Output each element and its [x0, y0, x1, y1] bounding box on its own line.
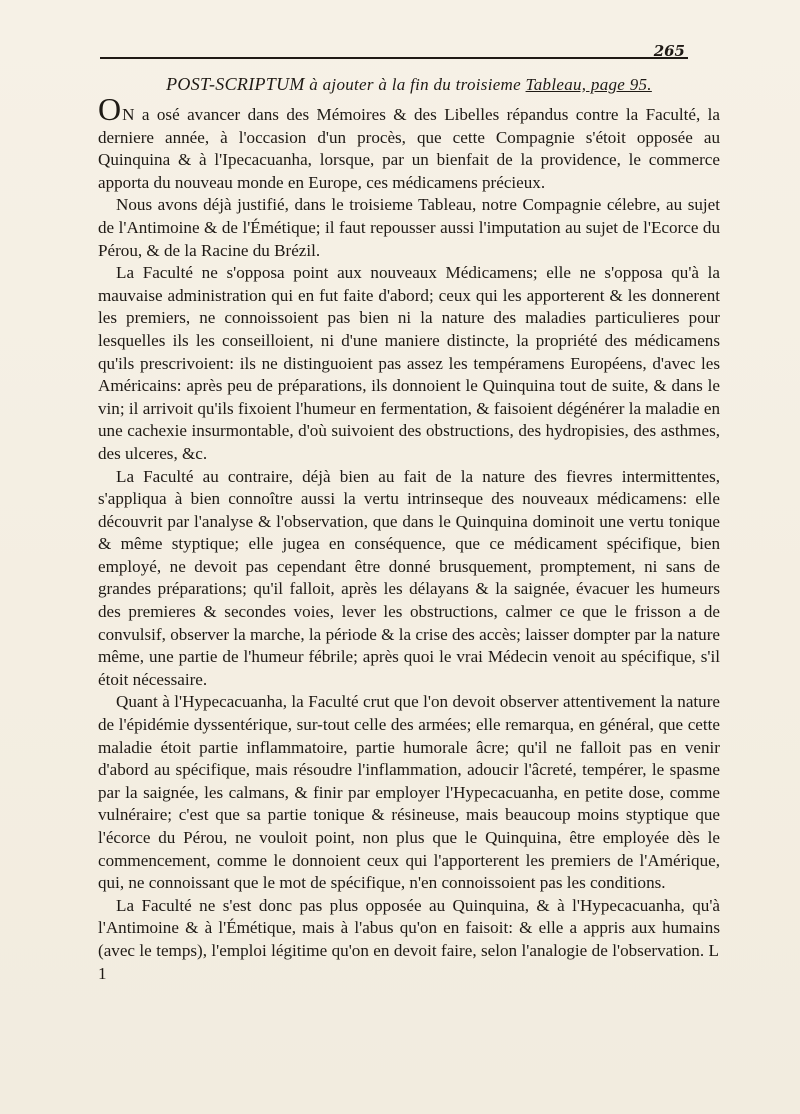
paragraph-2: Nous avons déjà justifié, dans le troisieme Tableau, notre Compagnie célebre, au sujet de l'Antimoine & de l'Émétique; il faut repousser aussi l'imputation au sujet de l'Ecorce du Pérou, & de la Racine du Brézil. — [98, 195, 720, 260]
page-number: 265 — [653, 42, 685, 60]
header-rule — [100, 57, 688, 59]
signature-mark: L 1 — [98, 940, 720, 983]
paragraph-5: Quant à l'Hypecacuanha, la Faculté crut que l'on devoit observer attentivement la nature de l'épidémie dyssentérique, sur-tout celle des armées; elle remarqua, en général, que cette maladie étoit partie inflammatoire, partie humorale âcre; qu'il ne falloit pas en venir d'abord au spécifique, mais résoudre l'inflammation, adoucir l'âcreté, tempérer, le spasme par la saignée, les calmans, & finir par employer l'Hypecacuanha, en petite dose, comme vulnéraire; c'est que sa partie tonique & résineuse, mais beaucoup moins styptique que l'écorce du Pérou, ne vouloit point, non plus que le Quinquina, être employée dès le commencement, comme le donnoient ceux qui l'apporterent les premiers de l'Amérique, qui, ne connoissant que le mot de spécifique, n'en connoissoient pas les conditions. — [98, 692, 720, 893]
paragraph-4: La Faculté au contraire, déjà bien au fait de la nature des fievres intermittentes, s'appliqua à bien connoître aussi la vertu intrinseque des nouveaux médicamens: elle découvrit par l'analyse & l'observation, que dans le Quinquina dominoit une vertu tonique & même styptique; elle jugea en conséquence, que ce médicament spécifique, bien employé, ne devoit pas cependant être donné brusquement, promptement, ni sans de grandes préparations; qu'il falloit, après les délayans & la saignée, évacuer les humeurs des premieres & secondes voies, lever les obstructions, calmer ce que le frisson a de convulsif, observer la marche, la période & la crise des accès; laisser dompter par la nature même, une partie de l'humeur fébrile; après quoi le vrai Médecin venoit au spécifique, s'il étoit nécessaire. — [98, 466, 720, 689]
paragraph-text: N a osé avancer dans des Mémoires & des Libelles répandus contre la Faculté, la derniere année, à l'occasion d'un procès, que cette Compagnie s'étoit opposée au Quinquina & à l'Ipecacuanha, lorsque, par un bienfait de la providence, le commerce apporta du nouveau monde en Europe, ces médicamens précieux. — [98, 105, 720, 192]
title-sub: à ajouter à la fin du troisieme — [309, 75, 521, 94]
paragraph-3: La Faculté ne s'opposa point aux nouveaux Médicamens; elle ne s'opposa qu'à la mauvaise administration qui en fut faite d'abord; ceux qui les apporterent & les donnerent les premiers, ne connoissoient pas bien ni la nature des maladies particulieres pour lesquelles ils les conseilloient, ni d'une maniere distincte, la propriété des médicamens qu'ils prescrivoient: ils ne distinguoient pas assez les tempéramens Européens, d'avec les Américains: après peu de préparations, ils donnoient le Quinquina tout de suite, & dans le vin; il arrivoit qu'ils fixoient l'humeur en fermentation, & faisoient dégénérer la maladie en une cachexie insurmontable, d'où suivoient des obstructions, des hydropisies, des asthmes, des ulceres, &c. — [98, 263, 720, 463]
paragraph-1 — [98, 91, 720, 194]
paragraph-6 — [98, 895, 720, 985]
drop-cap: O — [98, 91, 122, 127]
title-main: POST-SCRIPTUM — [166, 74, 305, 94]
document-title — [98, 74, 720, 95]
paragraph-text: La Faculté ne s'est donc pas plus opposée au Quinquina, & à l'Hypecacuanha, qu'à l'Antimoine & à l'Émétique, mais à l'abus qu'on en faisoit: & elle a appris aux humains (avec le temps), l'emploi légitime qu'on en devoit faire, selon l'analogie de l'observation. — [98, 895, 720, 960]
title-reference: Tableau, page 95. — [525, 75, 652, 94]
